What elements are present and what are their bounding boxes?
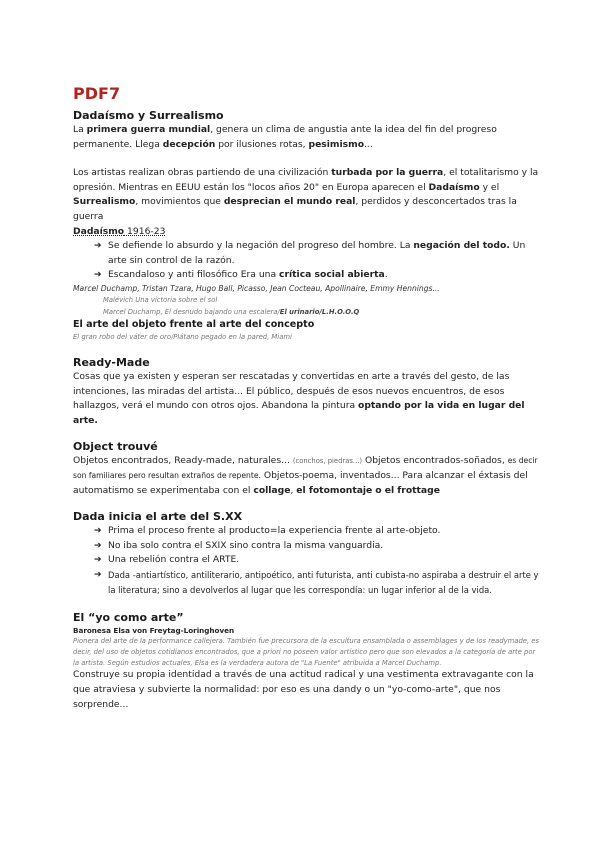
- malevich-line: Malévich Una victoria sobre el sol: [103, 296, 218, 305]
- list-item: ➔ No iba solo contra el SXIX sino contra la misma vanguardia.: [94, 539, 539, 554]
- document-body: [73, 84, 539, 712]
- heading-arte-objeto: El arte del objeto frente al arte del concepto: [73, 319, 315, 331]
- paragraph-object-trouve: Objetos encontrados, Ready-made, naturales... (conchos, piedras...) Objetos encontrados-soñados, es decir son familiares pero resultan extraños de repente. Objetos-poema, inventados... Para alcanzar el éxtasis del automatismo se experimentaba con el collage, el fotomontaje o el frottage: [73, 455, 538, 496]
- arrow-icon: ➔: [94, 270, 102, 281]
- paragraph-yo-como-arte: Construye su propia identidad a través de una actitud radical y una vestimenta extravagante con la que atraviesa y subvierte la normalidad: por eso es una dandy o un "yo-como-arte", que nos sorprende...: [73, 669, 534, 710]
- heading-dada-inicia: Dada inicia el arte del S.XX: [73, 510, 243, 524]
- arrow-icon: ➔: [94, 540, 102, 551]
- duchamp-line: Marcel Duchamp, El desnudo bajando una escalera/El urinario/L.H.O.O.Q: [103, 307, 360, 316]
- baronesa-note: Pionera del arte de la performance callejera. También fue precursora de la escultura ensamblada o assemblages y de los readymade, es decir, del uso de objetos cotidianos encontrados, que a priori no poseen valor artístico pero que son elevados a la categoría de arte por la artista. Según estudios actuales, Elsa es la verdadera autora de "La Fuente" atribuida a Marcel Duchamp.: [73, 637, 539, 667]
- dada-inicia-list: [73, 524, 539, 599]
- list-item: ➔ Dada -antiartístico, antiliterario, antipoético, anti futurista, anti cubista-no aspiraba a destruir el arte y la literatura; sino a devolverlos al lugar que les correspondía: un lugar inferior al de la vida.: [94, 569, 539, 596]
- artists-line: Marcel Duchamp, Tristan Tzara, Hugo Ball, Picasso, Jean Cocteau, Apollinaire, Emmy Hennings...: [73, 283, 440, 293]
- heading-dadaismo-surrealismo: Dadaísmo y Surrealismo: [73, 109, 224, 122]
- dadaismo-heading: Dadaísmo 1916-23: [73, 225, 166, 237]
- paragraph-artistas: Los artistas realizan obras partiendo de una civilización turbada por la guerra, el totalitarismo y la opresión. Mientras en EEUU están los "locos años 20" en Europa aparecen el Dadaísmo y el Surrealismo, movimientos que desprecian el mundo real, perdidos y desconcertados tras la guerra: [73, 167, 539, 222]
- paragraph-primera-guerra: La primera guerra mundial, genera un clima de angustia ante la idea del fin del progreso permanente. Llega decepción por ilusiones rotas, pesimismo...: [73, 124, 497, 150]
- paragraph-ready-made: Cosas que ya existen y esperan ser rescatadas y convertidas en arte a través del gesto, de las intenciones, las miradas del artista... El público, después de esos nuevos encuentros, de esos hallazgos, verá el mundo con otros ojos. Abandona la pintura optando por la vida en lugar del arte.: [73, 370, 525, 426]
- arrow-icon: ➔: [94, 555, 102, 566]
- list-item: ➔ Una rebelión contra el ARTE.: [94, 553, 539, 568]
- heading-object-trouve: Object trouvé: [73, 440, 158, 454]
- objeto-examples: El gran robo del váter de oro/Plátano pegado en la pared, Miami: [73, 333, 292, 342]
- baronesa-name: Baronesa Elsa von Freytag-Loringhoven: [73, 626, 235, 636]
- heading-ready-made: Ready-Made: [73, 355, 150, 369]
- list-item: ➔ Escandaloso y anti filosófico Era una crítica social abierta.: [94, 268, 539, 283]
- heading-yo-como-arte: El “yo como arte”: [73, 611, 184, 625]
- list-item: ➔ Se defiende lo absurdo y la negación del progreso del hombre. La negación del todo. Un arte sin control de la razón.: [94, 240, 526, 266]
- arrow-icon: ➔: [94, 569, 102, 580]
- arrow-icon: ➔: [94, 526, 102, 537]
- list-item: ➔ Prima el proceso frente al producto=la experiencia frente al arte-objeto.: [94, 524, 539, 539]
- page-title: PDF7: [73, 84, 121, 103]
- dada-list: [73, 239, 539, 283]
- arrow-icon: ➔: [94, 241, 102, 252]
